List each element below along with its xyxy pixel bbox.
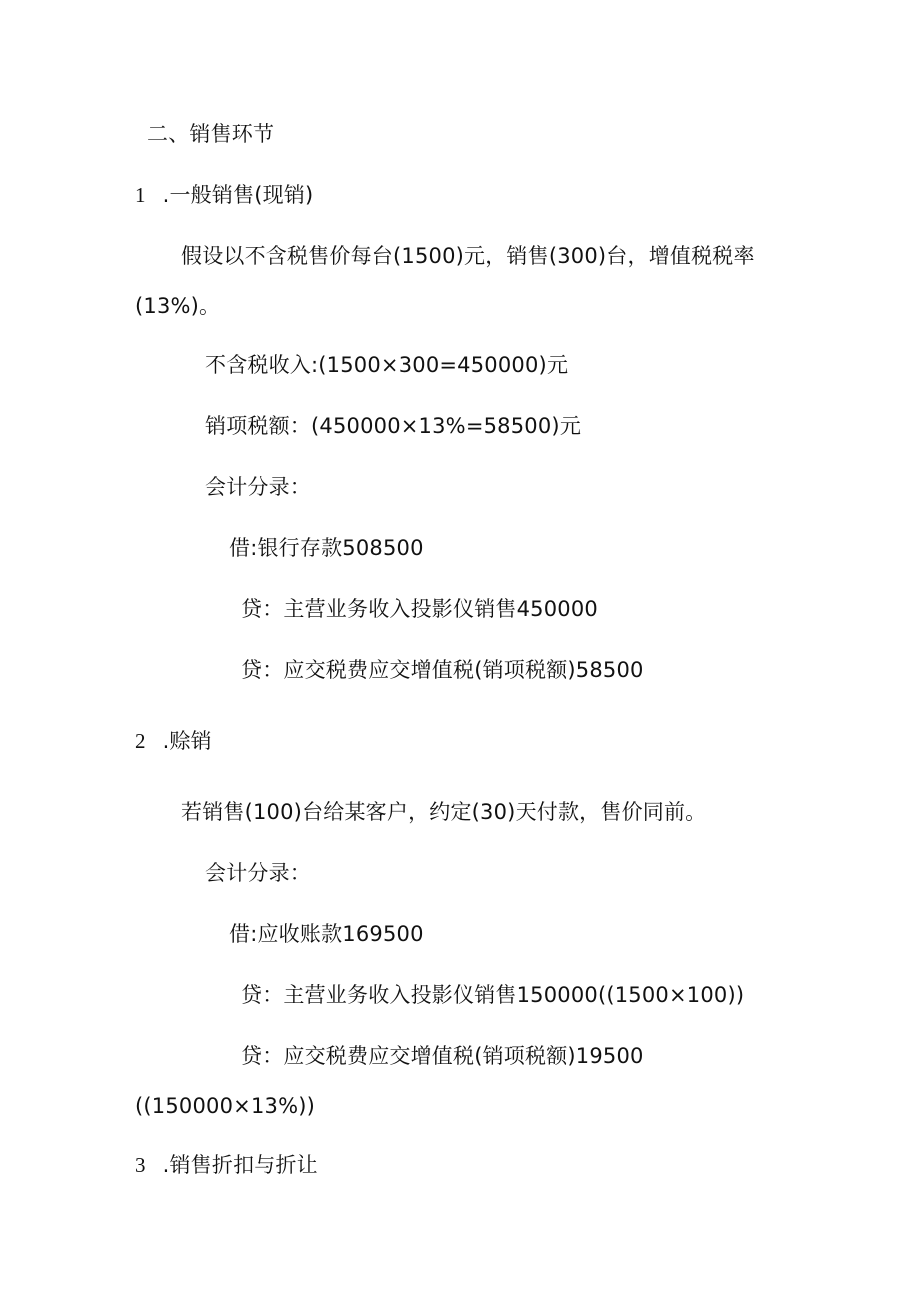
item-number: 1: [135, 183, 146, 207]
item-title: .一般销售(现销): [162, 183, 314, 207]
item-title: .赊销: [162, 729, 212, 753]
credit-entry-tax-cont: ((150000×13%)): [135, 1094, 316, 1118]
debit-entry: 借:应收账款169500: [229, 922, 424, 946]
cash-sale-assumption: 假设以不含税售价每台(1500)元，销售(300)台，增值税税率: [181, 244, 755, 268]
output-tax-calc: 销项税额：(450000×13%=58500)元: [205, 414, 582, 438]
journal-entry-label: 会计分录：: [205, 861, 311, 885]
credit-entry-revenue: 贷：主营业务收入投影仪销售450000: [241, 597, 598, 621]
section-title: 二、销售环节: [147, 122, 275, 146]
credit-entry-tax: 贷：应交税费应交增值税(销项税额)58500: [241, 658, 644, 682]
item-number: 2: [135, 729, 146, 753]
credit-entry-tax: 贷：应交税费应交增值税(销项税额)19500: [241, 1044, 644, 1068]
item-number: 3: [135, 1153, 146, 1177]
cash-sale-assumption-cont: (13%)。: [135, 294, 221, 318]
debit-entry: 借:银行存款508500: [229, 536, 424, 560]
revenue-calc: 不含税收入:(1500×300=450000)元: [205, 353, 569, 377]
item-heading-3: [135, 1150, 318, 1180]
item-heading-1: [135, 180, 313, 210]
credit-entry-revenue: 贷：主营业务收入投影仪销售150000((1500×100)): [241, 983, 745, 1007]
credit-sale-scenario: 若销售(100)台给某客户，约定(30)天付款，售价同前。: [181, 800, 707, 824]
item-title: .销售折扣与折让: [162, 1153, 318, 1177]
item-heading-2: [135, 726, 212, 756]
journal-entry-label: 会计分录：: [205, 475, 311, 499]
